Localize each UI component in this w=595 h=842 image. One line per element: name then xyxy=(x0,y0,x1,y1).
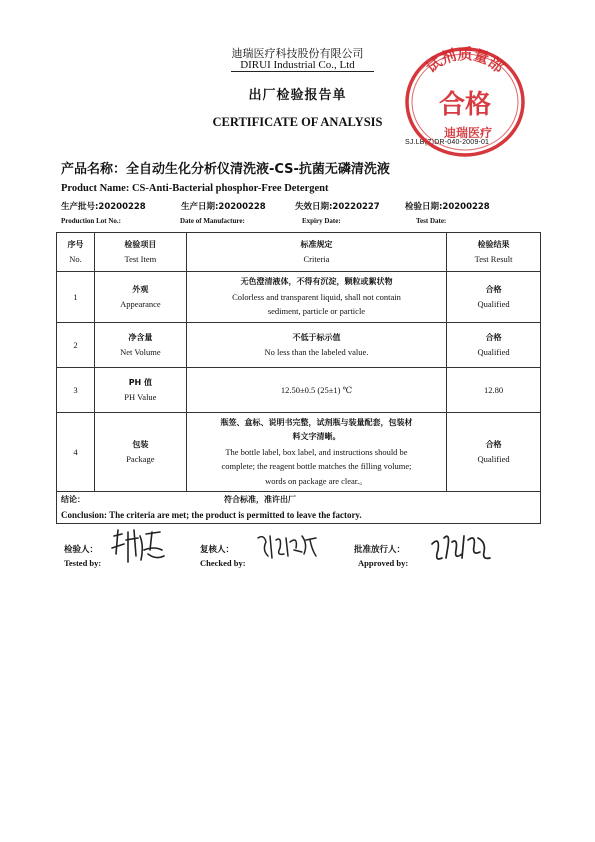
lot-number: 生产批号:20200228 xyxy=(61,202,146,212)
stamp-arc-text: 试剂质量部 xyxy=(422,45,508,77)
approved-by-label-en: Approved by: xyxy=(358,558,409,568)
conclusion-box xyxy=(56,492,541,524)
table-row: 1 外观 Appearance 无色澄清液体，不得有沉淀，颗粒或絮状物 Colorless and transparent liquid, shall not contain sediment, particle or particle 合格 Qualified xyxy=(57,272,541,323)
header-test-item: 检验项目 Test Item xyxy=(94,233,186,272)
checked-by-signature xyxy=(254,530,320,564)
test-results-table xyxy=(56,232,541,492)
document-title-cn: 出厂检验报告单 xyxy=(248,87,347,102)
header-test-result: 检验结果 Test Result xyxy=(447,233,541,272)
table-row: 4 包装 Package 瓶签、盒标、说明书完整，试剂瓶与装量配套，包装材 料文字清晰。 The bottle label, box label, and instructions should be complete; the reagent bottle matches the filling volume; words on package are clear.。 合格 Qualified xyxy=(57,413,541,492)
conclusion-label-cn: 结论： xyxy=(61,495,85,504)
table-row: 3 PH 值 PH Value 12.50±0.5 (25±1) ℃ 12.80 xyxy=(57,368,541,413)
quality-approval-stamp xyxy=(400,40,530,158)
checked-by-label-en: Checked by: xyxy=(200,558,246,568)
approved-by-label-cn: 批准放行人： xyxy=(354,545,406,555)
conclusion-value-cn: 符合标准，准许出厂 xyxy=(224,495,296,504)
manufacture-date-label-en: Date of Manufacture: xyxy=(180,217,245,225)
company-name-en: DIRUI Industrial Co., Ltd xyxy=(240,59,355,71)
table-row: 2 净含量 Net Volume 不低于标示值 No less than the labeled value. 合格 Qualified xyxy=(57,323,541,368)
tested-by-signature xyxy=(108,526,168,570)
header-no: 序号 No. xyxy=(57,233,95,272)
header-underline xyxy=(231,71,374,72)
test-date-label-en: Test Date: xyxy=(416,217,447,225)
document-number: SJ.LB(Z)DR-040-2009-01 xyxy=(405,139,490,146)
lot-number-label-en: Production Lot No.: xyxy=(61,217,121,225)
tested-by-label-cn: 检验人： xyxy=(64,545,99,555)
checked-by-label-cn: 复核人： xyxy=(200,545,235,555)
expiry-date: 失效日期:20220227 xyxy=(295,202,380,212)
company-name-cn: 迪瑞医疗科技股份有限公司 xyxy=(231,48,364,60)
header-criteria: 标准规定 Criteria xyxy=(186,233,446,272)
product-name-en: Product Name: CS-Anti-Bacterial phosphor-Free Detergent xyxy=(61,183,329,194)
conclusion-text-en: Conclusion: The criteria are met; the product is permitted to leave the factory. xyxy=(61,510,362,520)
expiry-date-label-en: Expiry Date: xyxy=(302,217,341,225)
stamp-bottom-text: 迪瑞医疗 xyxy=(443,126,493,140)
test-date: 检验日期:20200228 xyxy=(405,202,490,212)
table-header-row xyxy=(57,233,541,272)
stamp-center-text: 合格 xyxy=(438,90,492,120)
approved-by-signature xyxy=(428,528,494,570)
svg-text:试剂质量部 xyxy=(423,45,508,76)
manufacture-date: 生产日期:20200228 xyxy=(181,202,266,212)
document-title-en: CERTIFICATE OF ANALYSIS xyxy=(212,115,383,129)
tested-by-label-en: Tested by: xyxy=(64,558,102,568)
product-name-cn: 产品名称：全自动生化分析仪清洗液-CS-抗菌无磷清洗液 xyxy=(61,162,390,177)
